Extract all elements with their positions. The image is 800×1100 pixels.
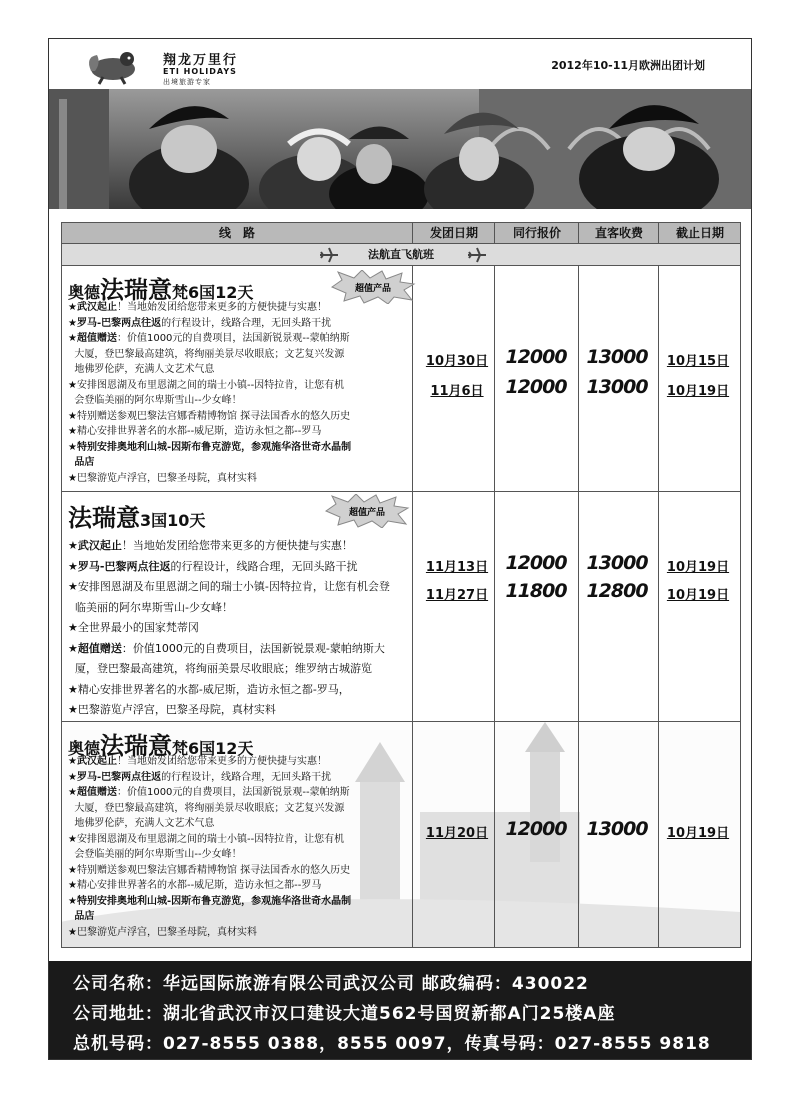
brochure-page [48, 38, 752, 1060]
feature-line: 会登临美丽的阿尔卑斯雪山--少女峰！ [74, 395, 242, 406]
svg-text:超值产品: 超值产品 [348, 508, 386, 518]
feature-line: 大厦，登巴黎最高建筑，将绚丽美景尽收眼底；文艺复兴发源 [74, 348, 345, 360]
retail-price: 13000 [586, 818, 648, 840]
feature-line: ★罗马-巴黎两点往返的行程设计，线路合理，无回头路干扰 [68, 771, 332, 783]
feature-line: ★特别安排奥地利山城-因斯布鲁克游览，参观施华洛世奇水晶制 [68, 895, 352, 907]
svg-text:超值产品: 超值产品 [354, 284, 392, 294]
feature-line: ★超值赠送：价值1000元的自费项目，法国新锐景观--蒙帕纳斯 [68, 787, 350, 798]
retail-price: 13000 [586, 376, 648, 398]
company-phone-line: 总机号码：027-8555 0388，8555 0097，传真号码：027-8555 9818 [73, 1034, 711, 1054]
feature-line: 大厦，登巴黎最高建筑，将绚丽美景尽收眼底；文艺复兴发源 [74, 802, 345, 814]
flight-subheader-text: 法航直飞航班 [368, 248, 434, 261]
airplane-icon [318, 246, 340, 264]
depart-date: 10月30日 [425, 354, 489, 369]
deadline: 10月19日 [666, 560, 730, 575]
header-trade-price: 同行报价 [494, 223, 579, 243]
value-badge [324, 494, 410, 528]
header-depart-date: 发团日期 [412, 223, 495, 243]
feature-line: 地佛罗伦萨，充满人文艺术气息 [74, 818, 215, 829]
trade-price: 11800 [505, 580, 567, 602]
feature-line: ★巴黎游览卢浮宫，巴黎圣母院，真材实料 [68, 472, 257, 484]
feature-line: ★巴黎游览卢浮宫，巴黎圣母院，真材实料 [68, 703, 276, 716]
route-row [61, 266, 741, 492]
feature-line: ★超值赠送：价值1000元的自费项目，法国新锐景观--蒙帕纳斯 [68, 333, 350, 344]
table-header [61, 222, 741, 244]
feature-line: ★武汉起止！当地始发团给您带来更多的方便快捷与实惠！ [68, 539, 353, 552]
feature-line: ★特别赠送参观巴黎法宫娜香精博物馆 探寻法国香水的悠久历史 [68, 864, 351, 876]
feature-line: ★安排图恩湖及布里恩湖之间的瑞士小镇-因特拉肯，让您有机会登 [68, 580, 390, 593]
tour-table [61, 222, 741, 964]
route-row [61, 492, 741, 722]
company-footer [49, 961, 752, 1060]
feature-line: 会登临美丽的阿尔卑斯雪山--少女峰！ [74, 849, 242, 860]
feature-line: ★精心安排世界著名的水都--威尼斯，造访永恒之都--罗马 [68, 426, 322, 437]
trade-price: 12000 [505, 552, 567, 574]
value-badge [330, 270, 416, 304]
route-features [68, 300, 418, 486]
logo-chinese-name: 翔龙万里行 [163, 53, 239, 68]
feature-line: 临美丽的阿尔卑斯雪山-少女峰！ [75, 600, 233, 614]
feature-line: 地佛罗伦萨，充满人文艺术气息 [74, 364, 215, 375]
logo-english-name: ETI HOLIDAYS [163, 67, 237, 76]
route-features [68, 536, 418, 721]
logo-tagline: 出境旅游专家 [163, 78, 211, 86]
feature-line: ★巴黎游览卢浮宫，巴黎圣母院，真材实料 [68, 926, 257, 938]
feature-line: 品店 [74, 457, 95, 468]
feature-line: ★精心安排世界著名的水都-威尼斯，造访永恒之都-罗马， [68, 682, 350, 696]
deadline: 10月19日 [666, 826, 730, 841]
feature-line: ★罗马-巴黎两点往返的行程设计，线路合理，无回头路干扰 [68, 317, 332, 329]
airplane-icon [466, 246, 488, 264]
feature-line: ★武汉起止！当地始发团给您带来更多的方便快捷与实惠！ [68, 302, 327, 313]
depart-date: 11月27日 [425, 588, 489, 603]
venice-carnival-banner [49, 89, 752, 209]
trade-price: 12000 [505, 376, 567, 398]
route-row [61, 722, 741, 948]
feature-line: ★特别安排奥地利山城-因斯布鲁克游览，参观施华洛世奇水晶制 [68, 441, 352, 453]
feature-line: ★安排图恩湖及布里恩湖之间的瑞士小镇--因特拉肯，让您有机 [68, 379, 345, 391]
route-features [68, 754, 418, 940]
deadline: 10月15日 [666, 354, 730, 369]
feature-line: ★安排图恩湖及布里恩湖之间的瑞士小镇--因特拉肯，让您有机 [68, 833, 345, 845]
deadline: 10月19日 [666, 588, 730, 603]
route-title: 奥德法瑞意梵6国12天 [68, 732, 254, 760]
trade-price: 12000 [505, 818, 567, 840]
feature-line: ★全世界最小的国家梵蒂冈 [68, 621, 199, 634]
feature-line: ★精心安排世界著名的水都--威尼斯，造访永恒之都--罗马 [68, 880, 322, 891]
company-name-line: 公司名称：华远国际旅游有限公司武汉公司 邮政编码：430022 [73, 974, 589, 994]
depart-date: 11月13日 [425, 560, 489, 575]
retail-price: 13000 [586, 552, 648, 574]
depart-date: 11月20日 [425, 826, 489, 841]
flight-subheader [61, 244, 741, 266]
feature-line: ★罗马-巴黎两点往返的行程设计，线路合理，无回头路干扰 [68, 559, 358, 573]
feature-line: ★超值赠送：价值1000元的自费项目，法国新锐景观-蒙帕纳斯大 [68, 641, 385, 655]
plan-title: 2012年10-11月欧洲出团计划 [551, 59, 705, 72]
retail-price: 12800 [586, 580, 648, 602]
feature-line: 品店 [74, 911, 95, 922]
feature-line: 厦，登巴黎最高建筑，将绚丽美景尽收眼底；维罗纳古城游览 [75, 662, 372, 675]
route-title: 法瑞意3国10天 [68, 504, 206, 532]
header-deadline: 截止日期 [658, 223, 741, 243]
header-retail-price: 直客收费 [578, 223, 659, 243]
company-address-line: 公司地址：湖北省武汉市汉口建设大道562号国贸新都A门25楼A座 [73, 1004, 616, 1024]
feature-line: ★特别赠送参观巴黎法宫娜香精博物馆 探寻法国香水的悠久历史 [68, 410, 351, 422]
depart-date: 11月6日 [430, 384, 484, 399]
route-title: 奥德法瑞意梵6国12天 [68, 276, 254, 304]
deadline: 10月19日 [666, 384, 730, 399]
dragon-mascot-logo [83, 47, 143, 85]
trade-price: 12000 [505, 346, 567, 368]
header-route: 线 路 [218, 226, 255, 240]
retail-price: 13000 [586, 346, 648, 368]
feature-line: ★武汉起止！当地始发团给您带来更多的方便快捷与实惠！ [68, 756, 327, 767]
header [49, 39, 752, 91]
